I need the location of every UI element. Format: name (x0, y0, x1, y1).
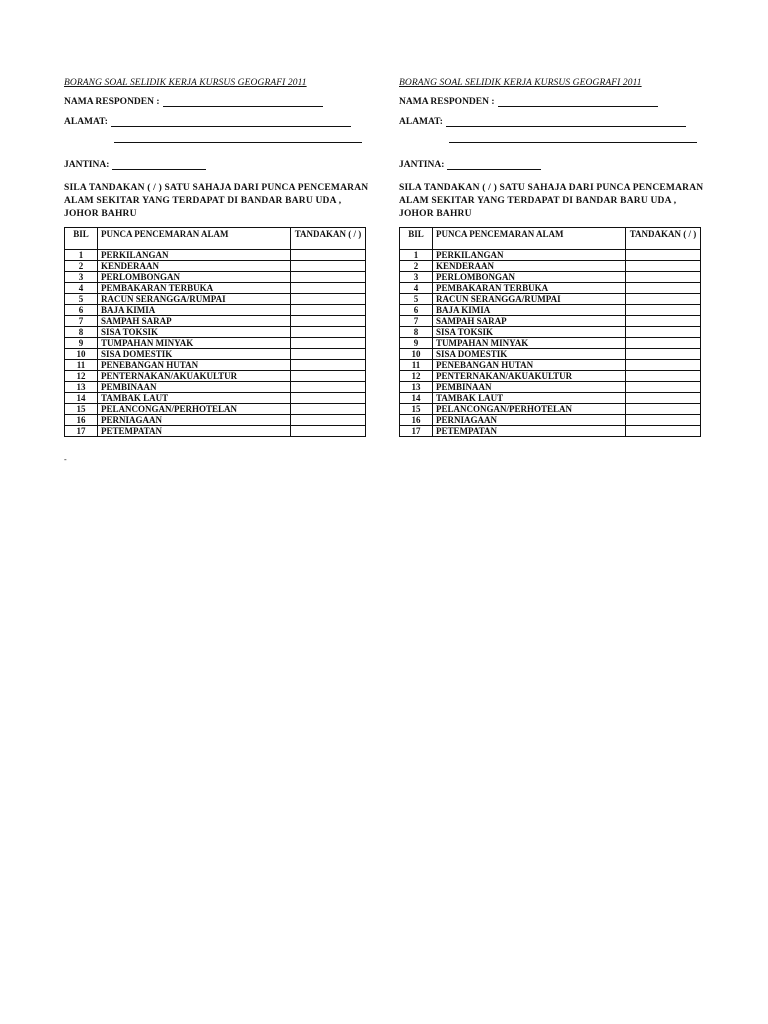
table-row (65, 371, 366, 382)
jantina-field[interactable] (64, 160, 376, 170)
table-row (400, 250, 701, 261)
row-pollution-source: PERLOMBONGAN (98, 272, 291, 283)
row-number: 16 (65, 415, 98, 426)
row-pollution-source: SAMPAH SARAP (433, 316, 626, 327)
row-tick-cell[interactable] (626, 404, 701, 415)
nama-blank-line[interactable] (163, 97, 323, 107)
row-number: 10 (65, 349, 98, 360)
alamat-blank-line-2[interactable] (114, 141, 362, 143)
row-pollution-source: SISA DOMESTIK (433, 349, 626, 360)
form-title: BORANG SOAL SELIDIK KERJA KURSUS GEOGRAFI 2011 (399, 78, 642, 88)
row-number: 1 (400, 250, 433, 261)
table-row (65, 294, 366, 305)
table-row (400, 261, 701, 272)
table-row (400, 360, 701, 371)
row-tick-cell[interactable] (626, 283, 701, 294)
row-pollution-source: PEMBINAAN (98, 382, 291, 393)
stray-mark: - (64, 455, 67, 464)
row-number: 3 (65, 272, 98, 283)
table-row (65, 415, 366, 426)
header-punca: PUNCA PENCEMARAN ALAM (433, 228, 626, 250)
row-tick-cell[interactable] (291, 283, 366, 294)
row-tick-cell[interactable] (626, 426, 701, 437)
row-pollution-source: BAJA KIMIA (433, 305, 626, 316)
table-row (400, 294, 701, 305)
row-tick-cell[interactable] (626, 250, 701, 261)
alamat-blank-line[interactable] (446, 117, 686, 127)
row-tick-cell[interactable] (626, 294, 701, 305)
row-pollution-source: RACUN SERANGGA/RUMPAI (98, 294, 291, 305)
table-row (400, 371, 701, 382)
row-number: 12 (400, 371, 433, 382)
table-row (400, 349, 701, 360)
table-row (400, 404, 701, 415)
row-pollution-source: PENTERNAKAN/AKUAKULTUR (98, 371, 291, 382)
table-body (65, 250, 366, 437)
row-pollution-source: KENDERAAN (433, 261, 626, 272)
jantina-field[interactable] (399, 160, 711, 170)
jantina-blank-line[interactable] (112, 160, 206, 170)
row-pollution-source: PERNIAGAAN (433, 415, 626, 426)
jantina-label: JANTINA: (399, 160, 445, 170)
row-number: 16 (400, 415, 433, 426)
row-number: 13 (400, 382, 433, 393)
row-pollution-source: PENEBANGAN HUTAN (433, 360, 626, 371)
row-number: 5 (400, 294, 433, 305)
row-number: 6 (65, 305, 98, 316)
row-tick-cell[interactable] (626, 382, 701, 393)
row-pollution-source: PEMBINAAN (433, 382, 626, 393)
pollution-table (399, 227, 701, 437)
row-tick-cell[interactable] (626, 272, 701, 283)
row-number: 17 (65, 426, 98, 437)
row-number: 11 (65, 360, 98, 371)
table-row (65, 327, 366, 338)
table-row (400, 338, 701, 349)
header-bil: BIL (400, 228, 433, 250)
alamat-field[interactable] (64, 117, 376, 127)
row-tick-cell[interactable] (291, 261, 366, 272)
row-tick-cell[interactable] (291, 316, 366, 327)
pollution-table (64, 227, 366, 437)
header-bil: BIL (65, 228, 98, 250)
table-row (65, 393, 366, 404)
row-pollution-source: PETEMPATAN (98, 426, 291, 437)
alamat-field[interactable] (399, 117, 711, 127)
jantina-blank-line[interactable] (447, 160, 541, 170)
row-number: 7 (65, 316, 98, 327)
alamat-label: ALAMAT: (64, 117, 108, 127)
row-number: 7 (400, 316, 433, 327)
row-pollution-source: PEMBAKARAN TERBUKA (98, 283, 291, 294)
survey-form-left (64, 78, 376, 437)
row-number: 12 (65, 371, 98, 382)
row-number: 15 (65, 404, 98, 415)
row-number: 15 (400, 404, 433, 415)
row-pollution-source: RACUN SERANGGA/RUMPAI (433, 294, 626, 305)
row-number: 1 (65, 250, 98, 261)
table-header-row (400, 228, 701, 250)
table-row (65, 272, 366, 283)
row-number: 5 (65, 294, 98, 305)
row-tick-cell[interactable] (291, 250, 366, 261)
row-pollution-source: SISA DOMESTIK (98, 349, 291, 360)
row-tick-cell[interactable] (626, 415, 701, 426)
row-number: 13 (65, 382, 98, 393)
row-pollution-source: TAMBAK LAUT (433, 393, 626, 404)
row-tick-cell[interactable] (291, 393, 366, 404)
nama-label: NAMA RESPONDEN : (64, 97, 160, 107)
row-pollution-source: PERKILANGAN (98, 250, 291, 261)
form-title: BORANG SOAL SELIDIK KERJA KURSUS GEOGRAFI 2011 (64, 78, 307, 88)
row-number: 10 (400, 349, 433, 360)
row-tick-cell[interactable] (626, 327, 701, 338)
row-pollution-source: SISA TOKSIK (98, 327, 291, 338)
row-tick-cell[interactable] (626, 349, 701, 360)
row-tick-cell[interactable] (626, 371, 701, 382)
row-tick-cell[interactable] (626, 338, 701, 349)
table-row (400, 272, 701, 283)
row-tick-cell[interactable] (626, 360, 701, 371)
row-number: 4 (400, 283, 433, 294)
instruction-text: SILA TANDAKAN ( / ) SATU SAHAJA DARI PUNCA PENCEMARAN ALAM SEKITAR YANG TERDAPAT DI BANDAR BARU UDA , JOHOR BAHRU (64, 183, 369, 219)
row-tick-cell[interactable] (291, 349, 366, 360)
row-pollution-source: TUMPAHAN MINYAK (98, 338, 291, 349)
row-tick-cell[interactable] (291, 305, 366, 316)
row-number: 9 (65, 338, 98, 349)
table-row (65, 283, 366, 294)
row-tick-cell[interactable] (291, 272, 366, 283)
jantina-label: JANTINA: (64, 160, 110, 170)
table-row (65, 404, 366, 415)
row-number: 2 (400, 261, 433, 272)
row-pollution-source: PENEBANGAN HUTAN (98, 360, 291, 371)
row-number: 8 (400, 327, 433, 338)
table-header-row (65, 228, 366, 250)
row-pollution-source: SISA TOKSIK (433, 327, 626, 338)
row-tick-cell[interactable] (626, 305, 701, 316)
table-row (400, 415, 701, 426)
row-pollution-source: PETEMPATAN (433, 426, 626, 437)
row-tick-cell[interactable] (291, 371, 366, 382)
row-number: 3 (400, 272, 433, 283)
nama-responden-field[interactable] (399, 97, 711, 107)
table-row (65, 360, 366, 371)
nama-blank-line[interactable] (498, 97, 658, 107)
nama-label: NAMA RESPONDEN : (399, 97, 495, 107)
table-row (65, 305, 366, 316)
table-row (400, 283, 701, 294)
header-tandakan: TANDAKAN ( / ) (626, 228, 701, 250)
row-pollution-source: TAMBAK LAUT (98, 393, 291, 404)
row-pollution-source: TUMPAHAN MINYAK (433, 338, 626, 349)
row-pollution-source: PELANCONGAN/PERHOTELAN (98, 404, 291, 415)
table-row (65, 382, 366, 393)
table-row (400, 305, 701, 316)
table-row (65, 261, 366, 272)
header-punca: PUNCA PENCEMARAN ALAM (98, 228, 291, 250)
row-pollution-source: SAMPAH SARAP (98, 316, 291, 327)
row-pollution-source: PENTERNAKAN/AKUAKULTUR (433, 371, 626, 382)
row-tick-cell[interactable] (626, 261, 701, 272)
row-tick-cell[interactable] (626, 316, 701, 327)
instruction-text: SILA TANDAKAN ( / ) SATU SAHAJA DARI PUNCA PENCEMARAN ALAM SEKITAR YANG TERDAPAT DI BANDAR BARU UDA , JOHOR BAHRU (399, 183, 704, 219)
alamat-blank-line[interactable] (111, 117, 351, 127)
nama-responden-field[interactable] (64, 97, 376, 107)
table-row (65, 349, 366, 360)
row-tick-cell[interactable] (291, 426, 366, 437)
row-number: 11 (400, 360, 433, 371)
alamat-label: ALAMAT: (399, 117, 443, 127)
table-row (400, 327, 701, 338)
row-pollution-source: PELANCONGAN/PERHOTELAN (433, 404, 626, 415)
row-tick-cell[interactable] (291, 404, 366, 415)
row-number: 9 (400, 338, 433, 349)
table-row (65, 250, 366, 261)
row-number: 14 (65, 393, 98, 404)
row-number: 14 (400, 393, 433, 404)
table-body (400, 250, 701, 437)
row-number: 17 (400, 426, 433, 437)
row-number: 8 (65, 327, 98, 338)
row-tick-cell[interactable] (291, 294, 366, 305)
row-pollution-source: PERLOMBONGAN (433, 272, 626, 283)
survey-form-right (399, 78, 711, 437)
row-tick-cell[interactable] (291, 338, 366, 349)
row-number: 2 (65, 261, 98, 272)
row-tick-cell[interactable] (291, 360, 366, 371)
row-tick-cell[interactable] (291, 382, 366, 393)
row-tick-cell[interactable] (291, 415, 366, 426)
header-tandakan: TANDAKAN ( / ) (291, 228, 366, 250)
row-pollution-source: KENDERAAN (98, 261, 291, 272)
table-row (65, 426, 366, 437)
table-row (65, 338, 366, 349)
row-number: 6 (400, 305, 433, 316)
row-pollution-source: PERNIAGAAN (98, 415, 291, 426)
alamat-blank-line-2[interactable] (449, 141, 697, 143)
row-pollution-source: PEMBAKARAN TERBUKA (433, 283, 626, 294)
table-row (400, 316, 701, 327)
row-tick-cell[interactable] (291, 327, 366, 338)
row-pollution-source: PERKILANGAN (433, 250, 626, 261)
row-pollution-source: BAJA KIMIA (98, 305, 291, 316)
row-tick-cell[interactable] (626, 393, 701, 404)
table-row (400, 393, 701, 404)
table-row (400, 426, 701, 437)
row-number: 4 (65, 283, 98, 294)
table-row (65, 316, 366, 327)
table-row (400, 382, 701, 393)
